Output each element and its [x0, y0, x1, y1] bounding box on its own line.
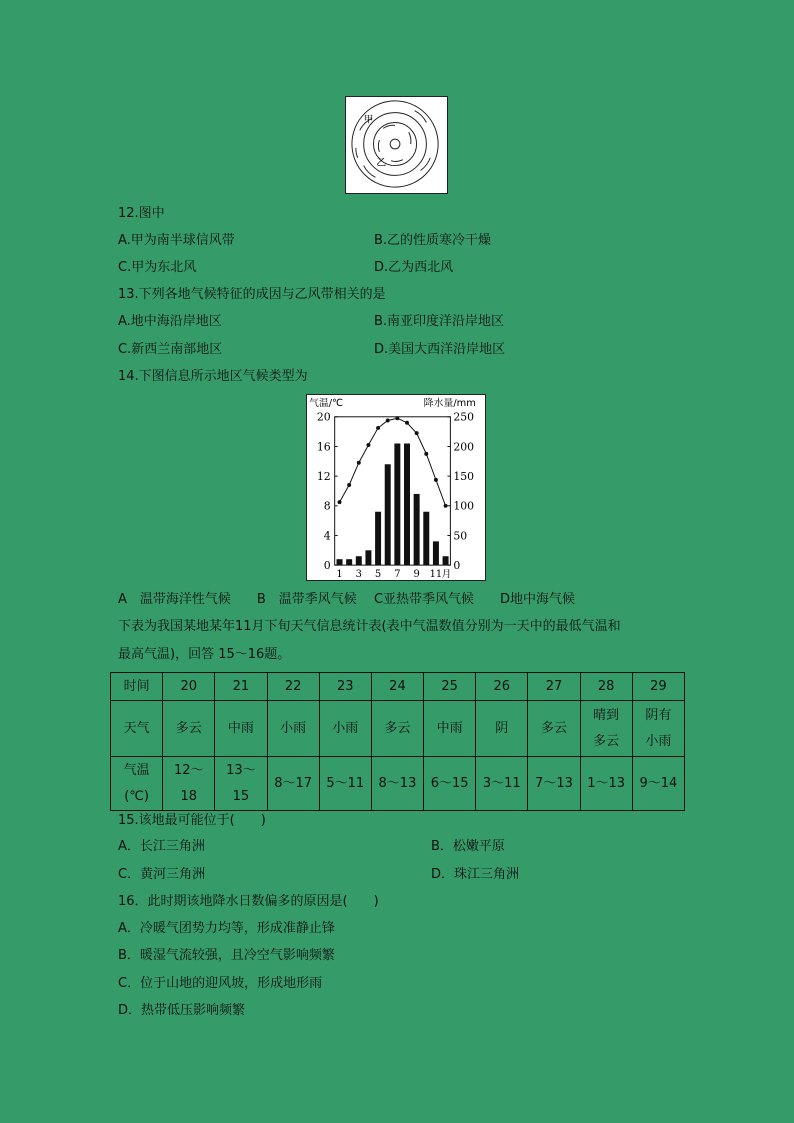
q13-option-d[interactable]: D.美国大西洋沿岸地区 — [374, 342, 506, 357]
q16-option-a[interactable]: A．冷暖气团势力均等，形成准静止锋 — [118, 921, 335, 936]
precipitation-bar — [423, 512, 429, 565]
intro-line-1: 下表为我国某地某年11月下旬天气信息统计表(表中气温数值分别为一天中的最低气温和 — [118, 619, 621, 634]
table-cell: 阴有小雨 — [632, 701, 684, 757]
x-tick-label: 1 — [336, 568, 343, 580]
q12-option-c[interactable]: C.甲为东北风 — [118, 260, 197, 275]
x-tick-label: 5 — [374, 568, 382, 580]
q15-option-d[interactable]: D．珠江三角洲 — [431, 867, 520, 882]
temperature-point — [376, 426, 380, 430]
precipitation-bar — [356, 556, 362, 565]
table-cell: 7～13 — [528, 757, 580, 811]
table-cell: 晴到多云 — [580, 701, 632, 757]
temperature-point — [434, 478, 438, 482]
precipitation-bar — [443, 556, 449, 565]
temperature-point — [357, 461, 361, 465]
y-tick-label: 12 — [316, 470, 331, 484]
q12-stem: 12.图中 — [118, 206, 165, 221]
table-cell: 13～15 — [215, 757, 267, 811]
table-header-weather: 天气 — [111, 701, 163, 757]
table-cell: 多云 — [528, 701, 580, 757]
q16-option-d[interactable]: D．热带低压影响频繁 — [118, 1003, 246, 1018]
table-cell: 9～14 — [632, 757, 684, 811]
table-cell: 23 — [319, 673, 371, 701]
q15-option-b[interactable]: B．松嫩平原 — [431, 839, 505, 854]
table-cell: 多云 — [371, 701, 423, 757]
y-tick-label: 20 — [316, 410, 331, 424]
climate-chart — [306, 394, 486, 581]
label-jia: 甲 — [363, 114, 374, 126]
table-cell: 25 — [424, 673, 476, 701]
table-row-time — [111, 673, 685, 701]
temperature-point — [415, 431, 419, 435]
x-axis-unit: 月 — [441, 568, 452, 580]
table-cell: 27 — [528, 673, 580, 701]
precipitation-bar — [365, 550, 371, 565]
q13-stem: 13.下列各地气候特征的成因与乙风带相关的是 — [118, 287, 386, 302]
table-cell: 21 — [215, 673, 267, 701]
q12-option-b[interactable]: B.乙的性质寒冷干燥 — [374, 233, 492, 248]
table-cell: 阴 — [476, 701, 528, 757]
precipitation-bar — [404, 443, 410, 565]
wind-belt-figure — [345, 96, 448, 194]
table-cell: 12～18 — [163, 757, 215, 811]
table-cell: 28 — [580, 673, 632, 701]
q16-option-c[interactable]: C．位于山地的迎风坡，形成地形雨 — [118, 976, 323, 991]
label-yi: 乙 — [376, 157, 387, 169]
precipitation-bar — [385, 464, 391, 565]
y2-tick-label: 50 — [453, 529, 468, 543]
table-cell: 8～17 — [267, 757, 319, 811]
x-tick-label: 7 — [394, 568, 401, 580]
table-cell: 1～13 — [580, 757, 632, 811]
x-tick-label: 11 — [429, 568, 443, 580]
table-cell: 26 — [476, 673, 528, 701]
q15-option-a[interactable]: A．长江三角洲 — [118, 839, 205, 854]
q15-option-c[interactable]: C．黄河三角洲 — [118, 867, 206, 882]
temperature-point — [366, 443, 370, 447]
climate-chart-svg — [307, 395, 485, 580]
wind-belt-diagram — [346, 97, 447, 193]
temperature-point — [395, 416, 399, 420]
table-cell: 29 — [632, 673, 684, 701]
table-row-weather — [111, 701, 685, 757]
table-cell: 中雨 — [424, 701, 476, 757]
table-cell: 中雨 — [215, 701, 267, 757]
temperature-point — [405, 421, 409, 425]
q16-option-b[interactable]: B．暖湿气流较强，且冷空气影响频繁 — [118, 948, 335, 963]
table-cell: 小雨 — [319, 701, 371, 757]
q12-option-a[interactable]: A.甲为南半球信风带 — [118, 233, 235, 248]
temperature-point — [338, 500, 342, 504]
y2-tick-label: 250 — [453, 410, 475, 424]
y2-tick-label: 100 — [453, 499, 475, 513]
table-cell: 22 — [267, 673, 319, 701]
q13-option-c[interactable]: C.新西兰南部地区 — [118, 342, 223, 357]
table-cell: 8～13 — [371, 757, 423, 811]
precipitation-bar — [394, 443, 400, 565]
precipitation-bar — [375, 512, 381, 565]
q14-stem: 14.下图信息所示地区气候类型为 — [118, 369, 308, 384]
y-tick-label: 4 — [323, 529, 331, 543]
table-cell: 20 — [163, 673, 215, 701]
table-cell: 5～11 — [319, 757, 371, 811]
y-tick-label: 0 — [323, 559, 331, 573]
x-tick-label: 9 — [413, 568, 420, 580]
table-row-temp — [111, 757, 685, 811]
table-cell: 24 — [371, 673, 423, 701]
q15-stem: 15.该地最可能位于( ) — [118, 813, 266, 828]
temperature-point — [347, 483, 351, 487]
y2-tick-label: 200 — [453, 440, 475, 454]
q13-option-a[interactable]: A.地中海沿岸地区 — [118, 314, 222, 329]
x-tick-label: 3 — [355, 568, 362, 580]
table-cell: 小雨 — [267, 701, 319, 757]
precipitation-bar — [346, 559, 352, 565]
temperature-point — [424, 452, 428, 456]
q14-options[interactable]: A 温带海洋性气候 B 温带季风气候 C亚热带季风气候 D地中海气候 — [118, 592, 576, 607]
y-tick-label: 8 — [323, 499, 331, 513]
table-cell: 6～15 — [424, 757, 476, 811]
y2-tick-label: 150 — [453, 470, 475, 484]
temperature-line — [340, 418, 446, 506]
y2-tick-label: 0 — [453, 559, 461, 573]
table-cell: 3～11 — [476, 757, 528, 811]
y2-axis-label: 降水量/mm — [423, 397, 476, 409]
y-tick-label: 16 — [316, 440, 331, 454]
intro-line-2: 最高气温)，回答 15～16题。 — [118, 647, 291, 662]
q13-option-b[interactable]: B.南亚印度洋沿岸地区 — [374, 314, 505, 329]
q16-stem: 16．此时期该地降水日数偏多的原因是( ) — [118, 894, 379, 909]
precipitation-bar — [433, 541, 439, 565]
table-cell: 多云 — [163, 701, 215, 757]
temperature-point — [444, 504, 448, 508]
table-header-temp: 气温(℃) — [111, 757, 163, 811]
y-axis-label: 气温/℃ — [308, 397, 344, 409]
precipitation-bar — [337, 559, 343, 565]
precipitation-bar — [414, 494, 420, 565]
temperature-point — [386, 419, 390, 423]
weather-table — [110, 672, 685, 811]
q12-option-d[interactable]: D.乙为西北风 — [374, 260, 454, 275]
table-header-time: 时间 — [111, 673, 163, 701]
